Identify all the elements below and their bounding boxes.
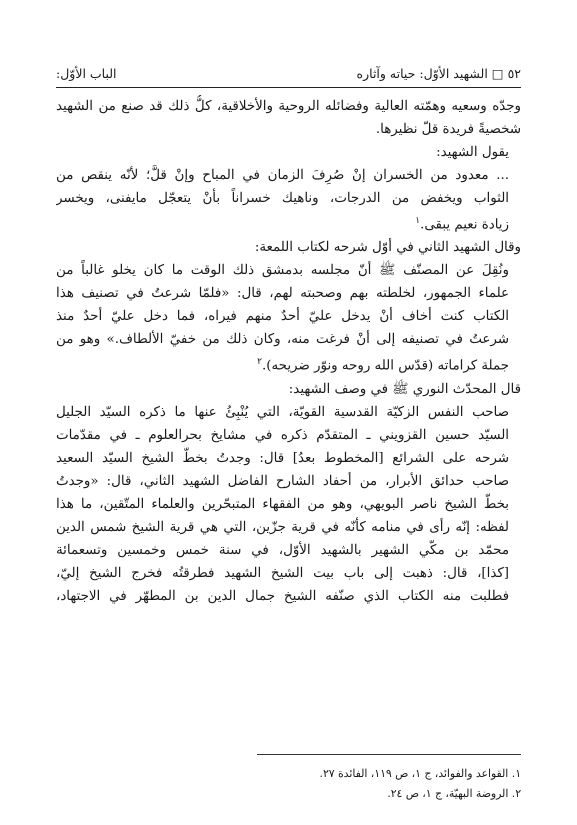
body-text [56, 95, 521, 608]
chapter-title: الباب الأوّل: [56, 66, 117, 81]
text-line-content: جملة كراماته (قدّس الله روحه ونوّر ضريحه). [262, 358, 509, 374]
running-header [56, 64, 521, 84]
text-line-content: الكتاب كنت أخاف أنْ يدخل عليّ أحدٌ منهم فيراه، فما دخل عليّ أحدٌ منذ [56, 309, 509, 325]
text-line [56, 210, 521, 236]
text-line [56, 282, 521, 305]
text-line [56, 378, 521, 401]
text-line [56, 562, 521, 585]
text-line [56, 118, 521, 141]
text-line [56, 236, 521, 259]
text-line [56, 516, 521, 539]
footnote-marker: ٢ [257, 357, 263, 368]
text-line-content: السيّد حسين القزويني ـ المتقدّم ذكره في مشايخ بحرالعلوم ـ في مقدّمات [56, 427, 509, 443]
text-line-content: [كذا]، قال: ذهبت إلى باب بيت الشيخ الشهيد فطرقتُه فخرج الشيخ إليّ، [56, 565, 509, 581]
footnote-2: ٢. الروضة البهيّة، ج ١، ص ٢٤. [387, 787, 521, 800]
footnotes [56, 764, 521, 804]
text-line [56, 187, 521, 210]
text-line-content: بخطّ الشيخ ناصر البويهي، وهو من الفقهاء المتبحّرين والعلماء المتّقين، ما هذا [56, 496, 509, 512]
text-line-content: محمّد بن مكّي الشهير بالشهيد الأوّل، في سنة خمس وخمسين وتسعمائة [56, 542, 509, 558]
text-line-content: قال المحدّث النوري ﷺ في وصف الشهيد: [288, 381, 521, 397]
text-line-content: ... معدود من الخسران إنْ صُرِفَ الزمان في المباح وإنْ قلَّ؛ لأنّه ينقص من [56, 168, 509, 183]
footnote-rule [257, 754, 521, 755]
text-line [56, 424, 521, 447]
text-line-content: شخصيةً فريدة قلّ نظيرها. [375, 122, 521, 137]
text-line-content: الثواب ويخفض من الدرجات، وناهيك خسراناً بأنْ يتعجّل مايفنى، ويخسر [56, 191, 509, 206]
text-line-content: فطلبت منه الكتاب الذي صنّفه الشيخ جمال الدين بن المطهّر في الاجتهاد، [56, 588, 509, 604]
footnote-1: ١. القواعد والفوائد، ج ١، ص ١١٩، الفائدة ٢٧. [319, 767, 521, 780]
text-line [56, 351, 521, 377]
text-line [56, 493, 521, 516]
text-line [56, 539, 521, 562]
text-line-content: لفظه: إنّه رأى في منامه كأنّه في قرية جزّين، التي هي قرية الشيخ شمس الدين [56, 519, 509, 535]
footnote-marker: ١ [415, 216, 421, 226]
text-line-content: شرحه على الشرائع [المخطوط بعدُ] قال: وجدتُ بخطّ الشيخ السيّد السعيد [56, 450, 509, 466]
text-line [56, 585, 521, 608]
text-line [56, 305, 521, 328]
text-line-content: ونُقِلَ عن المصنّف ﷺ أنّ مجلسه بدمشق ذلك الوقت ما كان يخلو غالباً من [56, 263, 509, 279]
text-line-content: صاحب حدائق الأبرار، من أحفاد الشارح الفاضل الشهيد الثاني، قال: «وجدتُ [56, 473, 509, 489]
text-line-content: صاحب النفس الزكيّة القدسية القويّة، التي يُنْبِئُ عنها ما ذكره السيّد الجليل [56, 404, 509, 420]
text-line-content: وقال الشهيد الثاني في أوّل شرحه لكتاب اللمعة: [254, 240, 521, 256]
text-line [56, 401, 521, 424]
text-line-content: علماء الجمهور، لخلطته بهم وصحبته لهم، قال: «فلمّا شرعتُ في تصنيف هذا [56, 286, 509, 302]
text-line [56, 164, 521, 187]
text-line [56, 328, 521, 351]
text-line-content: زيادة نعيم يبقى. [420, 217, 509, 233]
text-line [56, 470, 521, 493]
page-number-and-book-title: ٥٢ □ الشهيد الأوّل: حياته وآثاره [356, 66, 521, 81]
text-line-content: يقول الشهيد: [436, 145, 509, 160]
text-line-content: وجدّه وسعيه وهمّته العالية وفضائله الروحية والأخلاقية، كلُّ ذلك قد صنع من الشهيد [56, 99, 521, 114]
text-line [56, 259, 521, 282]
text-line [56, 141, 521, 164]
text-line [56, 95, 521, 118]
text-line [56, 447, 521, 470]
text-line-content: شرعتُ في تصنيفه إلى أنْ فرغت منه، وكان ذلك من خفيّ الألطاف.» وهو من [56, 332, 509, 348]
header-rule [56, 87, 521, 88]
